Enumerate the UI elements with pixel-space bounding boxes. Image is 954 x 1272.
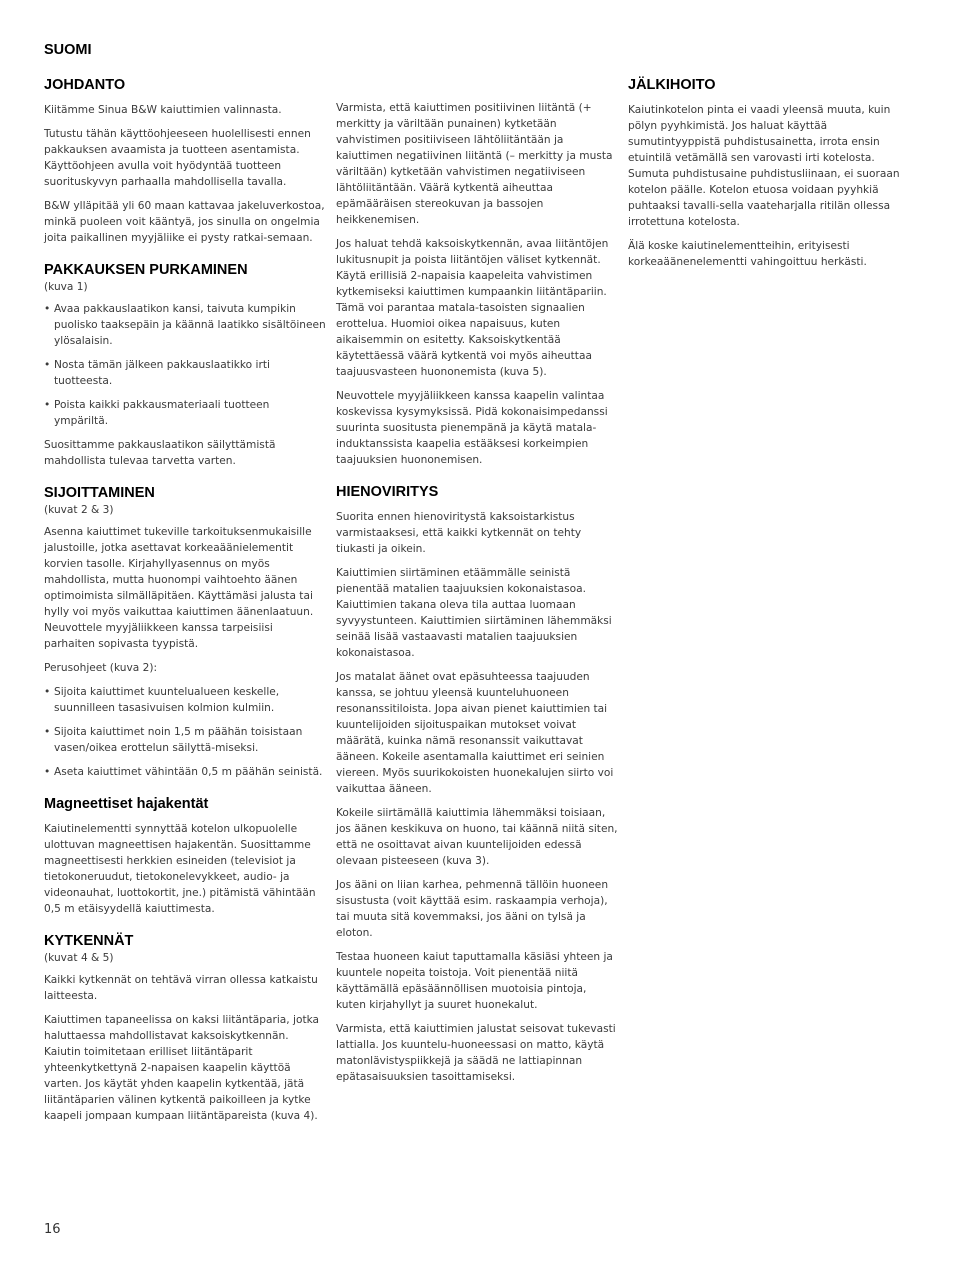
section-heading: JOHDANTO bbox=[44, 77, 126, 93]
body-paragraph: Jos haluat tehdä kaksoiskytkennän, avaa liitäntöjen lukitusnupit ja poista liitäntöjen väliset kytkennät. Käytä erillisiä 2-napaisia kaapeleita vahvistimen kytkemiseksi kaiuttimen kumpaankin liitäntäpariin. Tämä voi parantaa matala-tasoisten signaalien erottelua. Huomioi oikea napaisuus, kuten aikaisemmin on esitetty. Kaksoiskytkentää käytettäessä väärä kytkentä voi myös aiheuttaa taajuusvasteen huononemista (kuva 5). bbox=[336, 238, 609, 378]
body-paragraph: Jos matalat äänet ovat epäsuhteessa taajuuden kanssa, se johtuu yleensä kuunteluhuoneen resonanssitiloista. Jopa aivan pienet kaiuttimien tai kuuntelijoiden sijoituspaikan mutokset voivat määrätä, kuinka nämä resonanssit vaikuttavat ääneen. Kokeile asentamalla kaiuttimet eri seinien viereen. Myös suurikokoisten huonekalujen siirto voi vaikuttaa ääneen. bbox=[336, 671, 614, 795]
bullet-text: Avaa pakkauslaatikon kansi, taivuta kumpikin puolisko taaksepäin ja käännä laatikko sisältöineen ylösalaisin. bbox=[54, 303, 326, 347]
bullet-glyph: • bbox=[44, 303, 51, 315]
section-pakkauksen-purkaminen bbox=[44, 261, 326, 469]
bullet-glyph: • bbox=[44, 686, 51, 698]
bullet-item bbox=[44, 357, 326, 389]
body-paragraph: Varmista, että kaiuttimien jalustat seisovat tukevasti lattialla. Jos kuuntelu-huoneessasi on matto, käytä matonlävistyspiikkejä ja säädä ne lattiapinnan epätasaisuuksien tasoittamiseksi. bbox=[336, 1023, 616, 1083]
body-paragraph: Testaa huoneen kaiut taputtamalla käsiäsi yhteen ja kuuntele nopeita toistoja. Voit pienentää niitä käyttämällä epäsäännöllisen muotoisia pintoja, kuten kirjahyllyt ja suuret huonekalut. bbox=[336, 951, 613, 1011]
bullet-item bbox=[44, 724, 326, 756]
column-1 bbox=[44, 76, 326, 1139]
body-paragraph: Varmista, että kaiuttimen positiivinen liitäntä (+ merkitty ja väriltään punainen) kytketään vahvistimen positiiviseen lähtöliitäntään ja kaiuttimen negatiivinen liitäntä (– merkitty ja musta väriltään) kytketään vahvistimen negatiiviseen lähtöliitäntään. Väärä kytkentä aiheuttaa epämääräisen stereokuvan ja bassojen heikkenemisen. bbox=[336, 102, 613, 226]
bullet-list bbox=[44, 301, 326, 429]
body-paragraph: Suosittamme pakkauslaatikon säilyttämistä mahdollista tulevaa tarvetta varten. bbox=[44, 439, 276, 467]
section-magneettiset-hajakentat bbox=[44, 795, 326, 917]
body-paragraph: Kaiuttimen tapaneelissa on kaksi liitäntäparia, jotka haluttaessa mahdollistavat kaksoiskytkennän. Kaiutin toimitetaan erilliset liitäntäparit yhteenkytkettynä 2-napaisen kaapelin käyttöä varten. Jos käytät yhden kaapelin kytkentää, jätä liitäntäparien välinen kytkentä paikoilleen ja kytke kaapeli jompaan kumpaan liitäntäpareista (kuva 4). bbox=[44, 1014, 320, 1122]
column-2 bbox=[336, 100, 618, 1100]
bullet-text: Sijoita kaiuttimet noin 1,5 m päähän toisistaan vasen/oikea erottelun säilyttä-miseksi. bbox=[54, 726, 303, 754]
bullet-glyph: • bbox=[44, 359, 51, 371]
bullet-item bbox=[44, 301, 326, 349]
body-paragraph: Tutustu tähän käyttöohjeeseen huolellisesti ennen pakkauksen avaamista ja tuotteen asentamista. Käyttöohjeen avulla voit hyödyntää tuotteen suorituskyvyn parhaalla mahdollisella tavalla. bbox=[44, 128, 311, 188]
section-johdanto bbox=[44, 76, 326, 246]
figure-reference: (kuvat 4 & 5) bbox=[44, 952, 114, 964]
figure-reference: (kuva 1) bbox=[44, 281, 88, 293]
bullet-glyph: • bbox=[44, 766, 51, 778]
section-heading: KYTKENNÄT bbox=[44, 933, 134, 949]
body-paragraph: Kiitämme Sinua B&W kaiuttimien valinnasta. bbox=[44, 104, 282, 116]
bullet-glyph: • bbox=[44, 399, 51, 411]
body-paragraph: Neuvottele myyjäliikkeen kanssa kaapelin valintaa koskevissa kysymyksissä. Pidä kokonaisimpedanssi suurinta suositusta pienempänä ja käytä matala-induktanssista kaapelia estääksesi korkeimpien taajuuksien huononemisen. bbox=[336, 390, 608, 466]
section-heading: SIJOITTAMINEN bbox=[44, 485, 155, 501]
section-heading: Magneettiset hajakentät bbox=[44, 796, 209, 812]
body-paragraph: Älä koske kaiutinelementteihin, erityisesti korkeaäänenelementti vahingoittuu herkästi. bbox=[628, 240, 867, 268]
section-sijoittaminen bbox=[44, 484, 326, 780]
section-kytkennat bbox=[44, 932, 326, 1124]
section-hienoviritys bbox=[336, 483, 618, 1085]
section-heading: PAKKAUKSEN PURKAMINEN bbox=[44, 262, 248, 278]
body-paragraph: Kokeile siirtämällä kaiuttimia lähemmäksi toisiaan, jos äänen keskikuva on huono, tai käännä niitä siten, että ne osoittavat aivan kuuntelijoiden edessä olevaan pisteeseen (kuva 3). bbox=[336, 807, 618, 867]
bullet-text: Sijoita kaiuttimet kuuntelualueen keskelle, suunnilleen tasasivuisen kolmion kulmiin. bbox=[54, 686, 280, 714]
figure-reference: (kuvat 2 & 3) bbox=[44, 504, 114, 516]
section-heading: HIENOVIRITYS bbox=[336, 484, 439, 500]
body-paragraph: Kaiuttimien siirtäminen etäämmälle seinistä pienentää matalien taajuuksien kokonaistasoa. Kaiuttimien takana oleva tila auttaa luomaan syvyystunteen. Kaiuttimien siirtäminen lähemmäksi seinää lisää vastaavasti matalien taajuuksien kokonaistasoa. bbox=[336, 567, 612, 659]
section-heading: JÄLKIHOITO bbox=[628, 77, 716, 93]
body-paragraph: Kaiutinelementti synnyttää kotelon ulkopuolelle ulottuvan magneettisen hajakentän. Suosittamme magneettisesti herkkien esineiden (televisiot ja tietokoneruudut, tietokonelevykkeet, audio- ja videonauhat, luottokortit, jne.) pitämistä vähintään 0,5 m etäisyydellä kaiuttimesta. bbox=[44, 823, 316, 915]
bullet-text: Poista kaikki pakkausmateriaali tuotteen ympäriltä. bbox=[54, 399, 270, 427]
bullet-list bbox=[44, 684, 326, 780]
bullet-text: Nosta tämän jälkeen pakkauslaatikko irti tuotteesta. bbox=[54, 359, 270, 387]
body-paragraph: Asenna kaiuttimet tukeville tarkoituksenmukaisille jalustoille, jotka asettavat korkeaäänielementit korvien tasolle. Kirjahyllyasennus on myös mahdollista, mutta huonompi vaihtoehto äänen optimoimista silmälläpitäen. Käyttämäsi jalusta tai hylly voi myös vaikuttaa kaiuttimen äänenlaatuun. Neuvottele myyjäliikkeen kanssa tarpeisiisi parhaiten sopivasta tyypistä. bbox=[44, 526, 314, 650]
body-paragraph: Suorita ennen hienoviritystä kaksoistarkistus varmistaaksesi, että kaikki kytkennät on tehty tiukasti ja oikein. bbox=[336, 511, 582, 555]
page-number: 16 bbox=[44, 1222, 61, 1237]
section-continued bbox=[336, 100, 618, 468]
body-paragraph: Jos ääni on liian karhea, pehmennä tällöin huoneen sisustusta (voit käyttää esim. raskaampia verhoja), tai muuta sitä kovemmaksi, jos ääni on tylsä ja eloton. bbox=[336, 879, 609, 939]
bullet-glyph: • bbox=[44, 726, 51, 738]
bullet-item bbox=[44, 397, 326, 429]
bullet-item bbox=[44, 684, 326, 716]
column-3 bbox=[628, 76, 910, 285]
body-paragraph: B&W ylläpitää yli 60 maan kattavaa jakeluverkostoa, minkä puoleen voit kääntyä, jos sinulla on ongelmia joita paikallinen myyjäliike ei pysty ratkai-semaan. bbox=[44, 200, 325, 244]
body-paragraph: Kaiutinkotelon pinta ei vaadi yleensä muuta, kuin pölyn pyyhkimistä. Jos haluat käyttää sumutintyyppistä puhdistusainetta, irrota ensin etuintilä vetämällä sen varovasti irti kotelosta. Sumuta puhdistusaine puhdistusliinaan, ei suoraan kotelon päälle. Kotelon etuosa voidaan pyyhkiä puhtaaksi tavalli-sella vaateharjalla ritilän ollessa irrotettuna kotelosta. bbox=[628, 104, 900, 228]
language-heading: SUOMI bbox=[44, 42, 92, 58]
bullet-item bbox=[44, 764, 326, 780]
section-jalkihoito bbox=[628, 76, 910, 270]
bullet-text: Aseta kaiuttimet vähintään 0,5 m päähän seinistä. bbox=[54, 766, 323, 778]
body-paragraph: Perusohjeet (kuva 2): bbox=[44, 662, 158, 674]
body-paragraph: Kaikki kytkennät on tehtävä virran ollessa katkaistu laitteesta. bbox=[44, 974, 318, 1002]
